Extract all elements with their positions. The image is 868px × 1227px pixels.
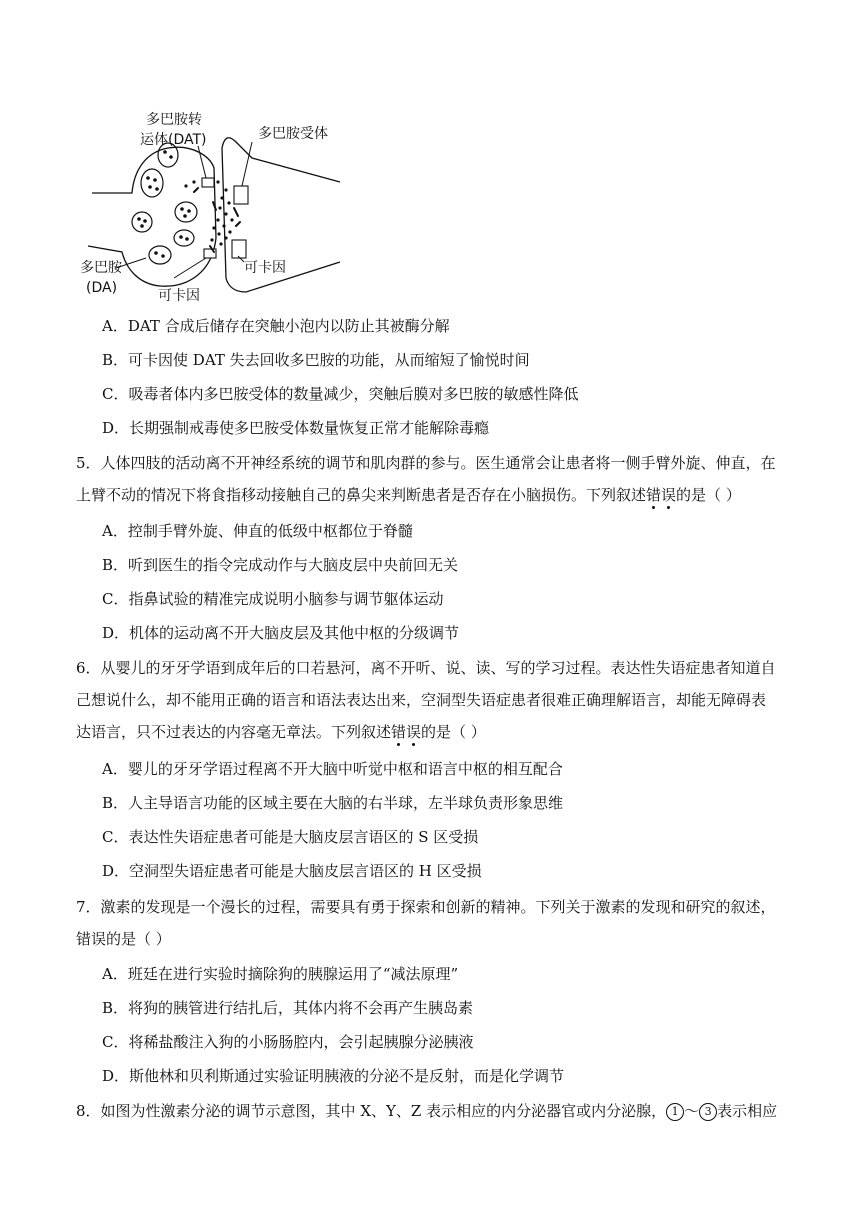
q5-option-a: A．控制手臂外旋、伸直的低级中枢都位于脊髓: [102, 522, 413, 540]
q7-option-a: A．班廷在进行实验时摘除狗的胰腺运用了“减法原理”: [102, 965, 459, 983]
q4-option-c: C．吸毒者体内多巴胺受体的数量减少，突触后膜对多巴胺的敏感性降低: [102, 385, 579, 403]
q6-option-b: B．人主导语言功能的区域主要在大脑的右半球，左半球负责形象思维: [102, 794, 564, 812]
q6-stem-line1: 6．从婴儿的牙牙学语到成年后的口若悬河，离不开听、说、读、写的学习过程。表达性失语症患者知道自: [76, 659, 776, 677]
q7-option-d: D．斯他林和贝利斯通过实验证明胰液的分泌不是反射，而是化学调节: [102, 1067, 565, 1085]
label-dat-line1: 多巴胺转: [146, 112, 202, 128]
q4-option-b: B．可卡因使 DAT 失去回收多巴胺的功能，从而缩短了愉悦时间: [102, 351, 530, 369]
synapse-illustration: [76, 108, 346, 308]
label-cocaine-left: 可卡因: [158, 288, 200, 304]
q6-stem-line2: 己想说什么，却不能用正确的语言和语法表达出来，空洞型失语症患者很难正确理解语言，却能无障碍表: [76, 691, 767, 709]
q5-option-d: D．机体的运动离不开大脑皮层及其他中枢的分级调节: [102, 624, 460, 642]
q8-stem-line1: 8．如图为性激素分泌的调节示意图，其中 X、Y、Z 表示相应的内分泌器官或内分泌腺， 1 ～ 3 表示相应: [76, 1102, 778, 1120]
q4-option-a: A．DAT 合成后储存在突触小泡内以防止其被酶分解: [102, 317, 450, 335]
label-receptor: 多巴胺受体: [258, 126, 328, 142]
q4-option-d: D．长期强制戒毒使多巴胺受体数量恢复正常才能解除毒瘾: [102, 419, 490, 437]
label-dopamine-line2: (DA): [86, 280, 118, 296]
q7-option-b: B．将狗的胰管进行结扎后，其体内将不会再产生胰岛素: [102, 999, 474, 1017]
q6-option-a: A．婴儿的牙牙学语过程离不开大脑中听觉中枢和语言中枢的相互配合: [102, 760, 563, 778]
q6-option-c: C．表达性失语症患者可能是大脑皮层言语区的 S 区受损: [102, 828, 479, 846]
q5-option-b: B．听到医生的指令完成动作与大脑皮层中央前回无关: [102, 556, 459, 574]
q7-stem-line1: 7．激素的发现是一个漫长的过程，需要具有勇于探索和创新的精神。下列关于激素的发现和研究的叙述，: [76, 898, 776, 916]
q7-option-c: C．将稀盐酸注入狗的小肠肠腔内，会引起胰腺分泌胰液: [102, 1033, 474, 1051]
circled-number-3: 3: [699, 1103, 717, 1121]
label-cocaine-right: 可卡因: [244, 260, 286, 276]
q5-stem-line2: 上臂不动的情况下将食指移动接触自己的鼻尖来判断患者是否存在小脑损伤。下列叙述错误的是（ ）: [76, 486, 741, 504]
q5-option-c: C．指鼻试验的精准完成说明小脑参与调节躯体运动: [102, 590, 444, 608]
q6-stem-line3: 达语言，只不过表达的内容毫无章法。下列叙述错误的是（ ）: [76, 723, 486, 741]
label-dat-line2: 运体(DAT): [140, 132, 207, 148]
q7-stem-line2: 错误的是（ ）: [76, 930, 171, 948]
q6-option-d: D．空洞型失语症患者可能是大脑皮层言语区的 H 区受损: [102, 862, 482, 880]
label-dopamine-line1: 多巴胺: [80, 260, 122, 276]
q5-stem-line1: 5．人体四肢的活动离不开神经系统的调节和肌肉群的参与。医生通常会让患者将一侧手臂外旋、伸直，在: [76, 454, 776, 472]
synapse-diagram: [76, 108, 346, 308]
circled-number-1: 1: [666, 1103, 684, 1121]
